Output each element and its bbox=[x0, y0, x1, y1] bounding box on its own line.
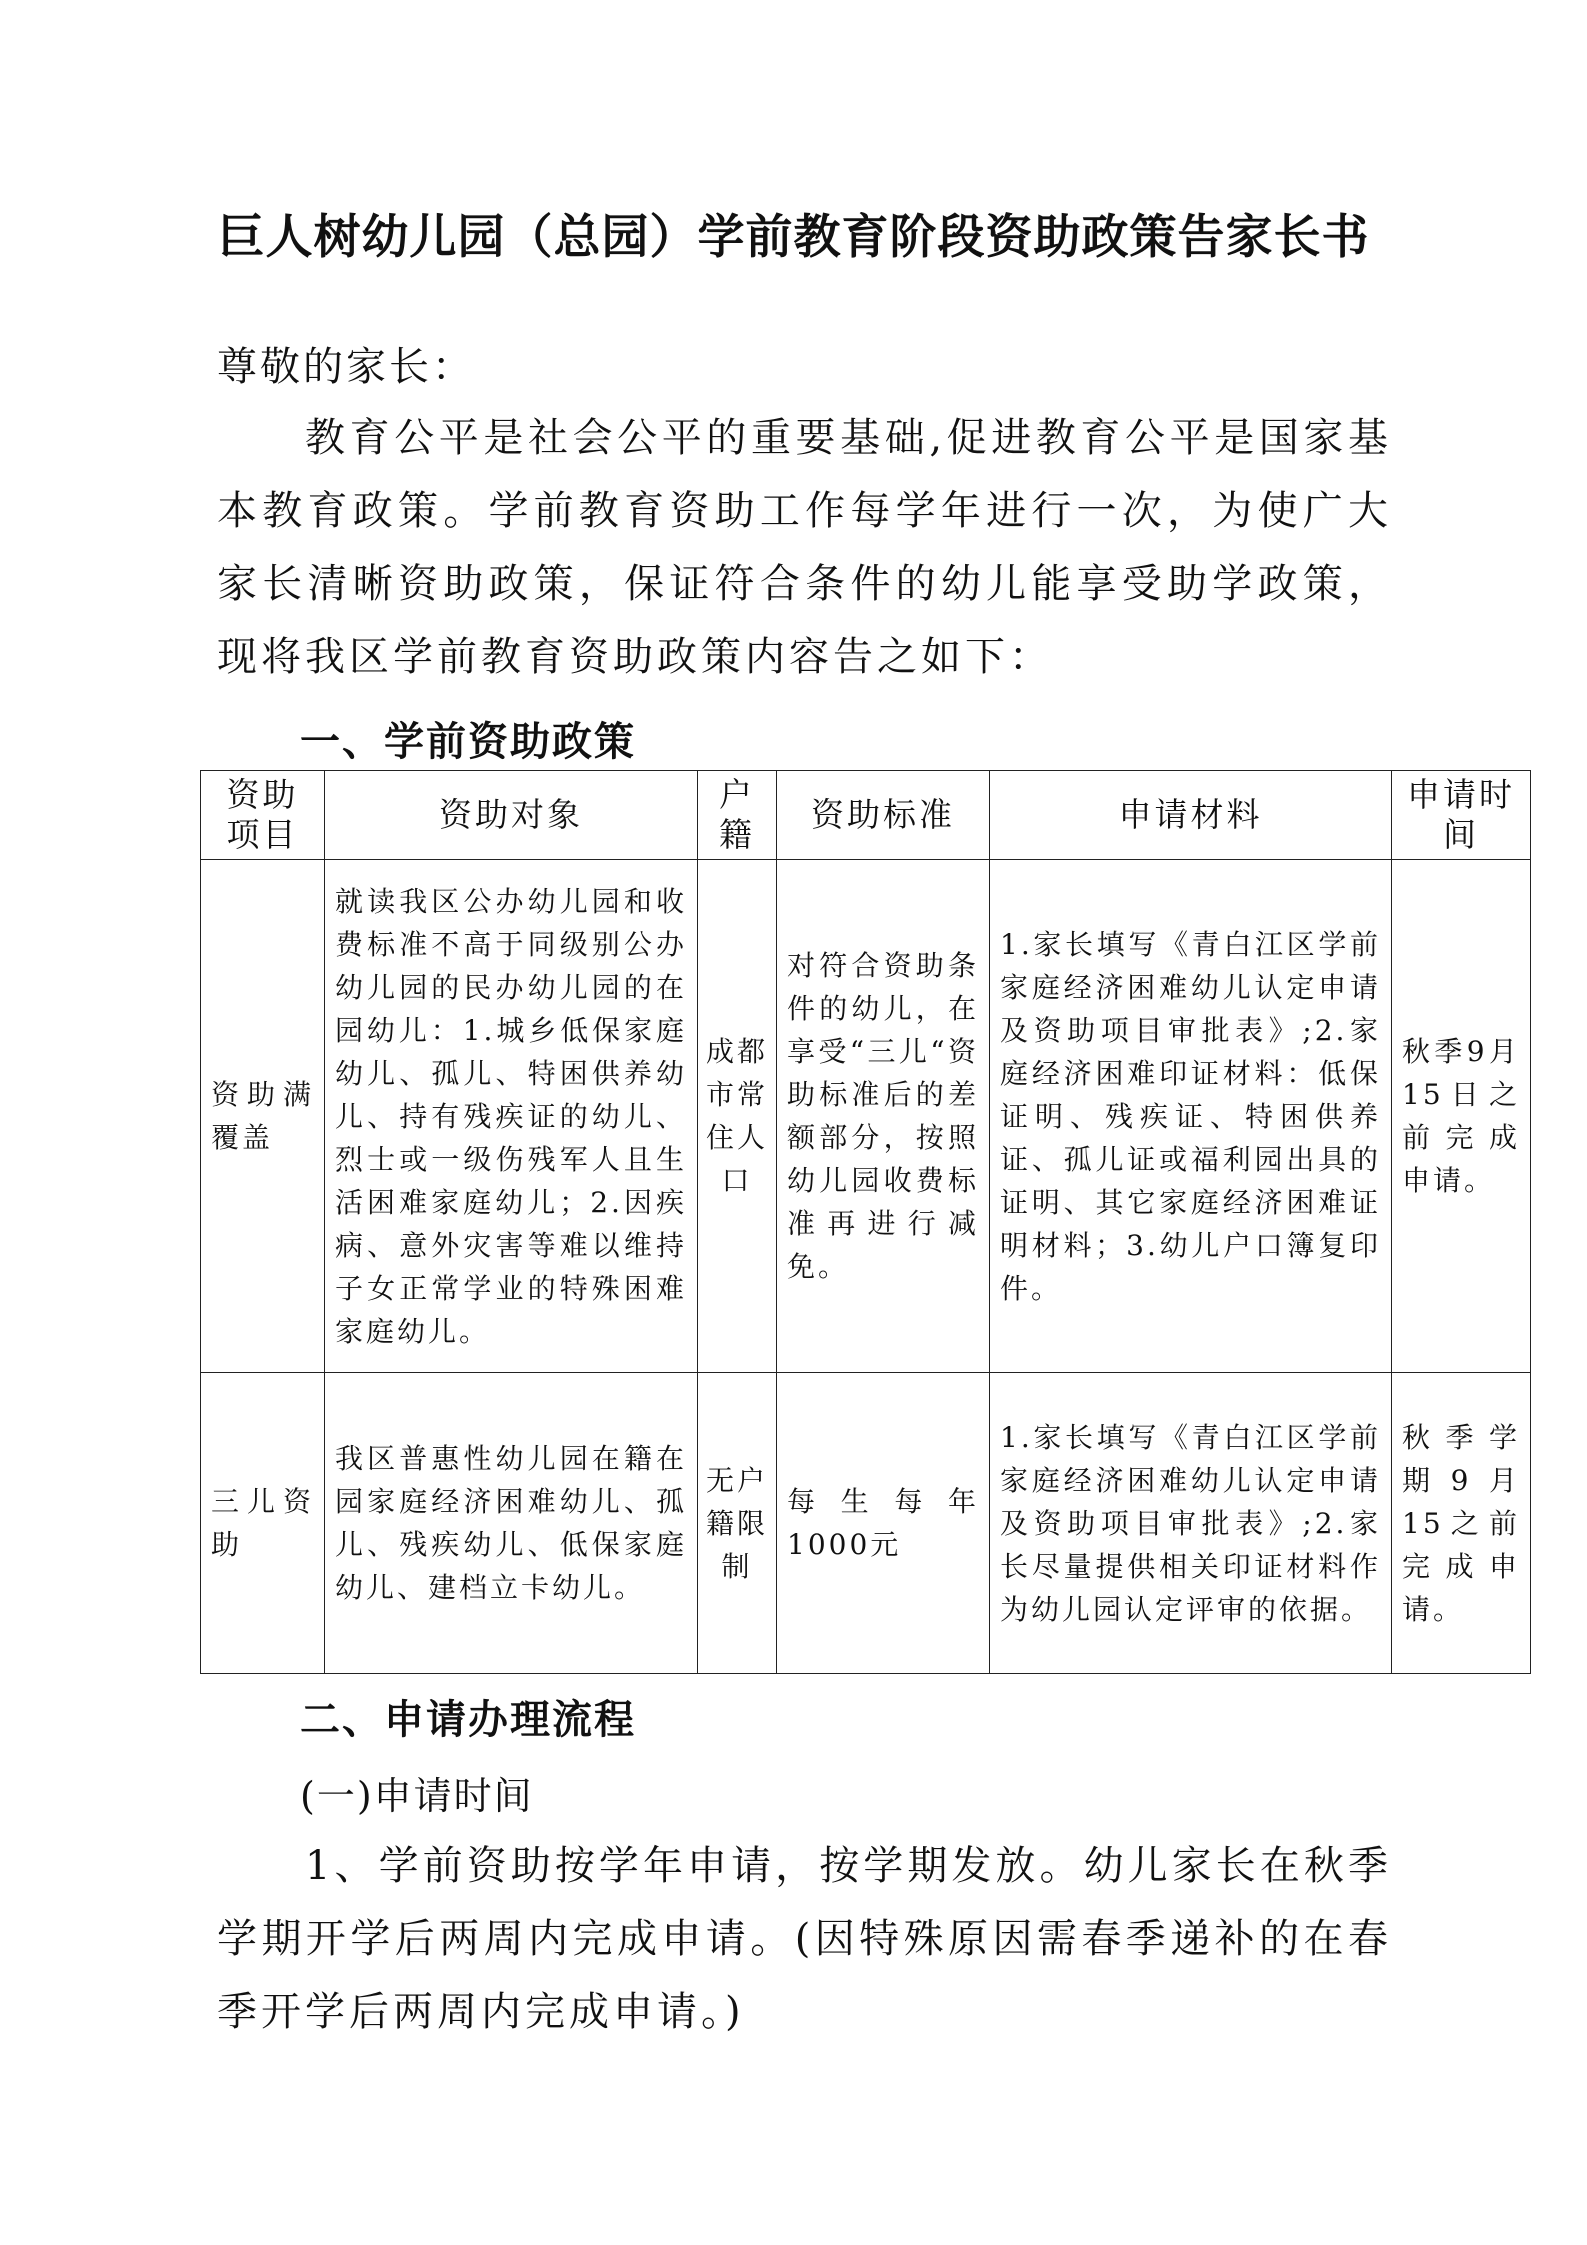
cell-standard: 对符合资助条件的幼儿，在享受“三儿“资助标准后的差额部分，按照幼儿园收费标准再进行减免。 bbox=[777, 860, 990, 1373]
cell-target: 就读我区公办幼儿园和收费标准不高于同级别公办幼儿园的民办幼儿园的在园幼儿：1.城乡低保家庭幼儿、孤儿、特困供养幼儿、持有残疾证的幼儿、烈士或一级伤残军人且生活困难家庭幼儿；2.因疾病、意外灾害等难以维持子女正常学业的特殊困难家庭幼儿。 bbox=[325, 860, 698, 1373]
table-row bbox=[201, 860, 1531, 1373]
header-standard: 资助标准 bbox=[777, 771, 990, 860]
section-heading-policy: 一、学前资助政策 bbox=[300, 719, 636, 765]
salutation: 尊敬的家长： bbox=[217, 344, 475, 390]
cell-time: 秋季学期9月15之前完成申请。 bbox=[1392, 1373, 1531, 1674]
table-header-row bbox=[201, 771, 1531, 860]
table-row bbox=[201, 1373, 1531, 1674]
header-target: 资助对象 bbox=[325, 771, 698, 860]
cell-hukou: 无户籍限制 bbox=[698, 1373, 777, 1674]
section-heading-process: 二、申请办理流程 bbox=[300, 1697, 636, 1743]
application-time-paragraph: 1、学前资助按学年申请，按学期发放。幼儿家长在秋季学期开学后两周内完成申请。(因特殊原因需春季递补的在春季开学后两周内完成申请。) bbox=[217, 1843, 1392, 2035]
cell-item: 资助满覆盖 bbox=[201, 860, 325, 1373]
subsection-heading-time: (一)申请时间 bbox=[300, 1774, 534, 1818]
cell-item: 三儿资助 bbox=[201, 1373, 325, 1674]
intro-paragraph: 教育公平是社会公平的重要基础,促进教育公平是国家基本教育政策。学前教育资助工作每学年进行一次，为使广大家长清晰资助政策，保证符合条件的幼儿能享受助学政策，现将我区学前教育资助政策内容告之如下： bbox=[217, 415, 1392, 680]
cell-target: 我区普惠性幼儿园在籍在园家庭经济困难幼儿、孤儿、残疾幼儿、低保家庭幼儿、建档立卡幼儿。 bbox=[325, 1373, 698, 1674]
page-title: 巨人树幼儿园（总园）学前教育阶段资助政策告家长书 bbox=[217, 210, 1370, 265]
cell-materials: 1.家长填写《青白江区学前家庭经济困难幼儿认定申请及资助项目审批表》;2.家庭经济困难印证材料：低保证明、残疾证、特困供养证、孤儿证或福利园出具的证明、其它家庭经济困难证明材料；3.幼儿户口簿复印件。 bbox=[990, 860, 1392, 1373]
header-item: 资助项目 bbox=[201, 771, 325, 860]
header-time: 申请时间 bbox=[1392, 771, 1531, 860]
header-materials: 申请材料 bbox=[990, 771, 1392, 860]
cell-materials: 1.家长填写《青白江区学前家庭经济困难幼儿认定申请及资助项目审批表》;2.家长尽量提供相关印证材料作为幼儿园认定评审的依据。 bbox=[990, 1373, 1392, 1674]
cell-time: 秋季9月15日之前完成申请。 bbox=[1392, 860, 1531, 1373]
cell-standard: 每生每年1000元 bbox=[777, 1373, 990, 1674]
cell-hukou: 成都市常住人口 bbox=[698, 860, 777, 1373]
policy-table bbox=[200, 770, 1531, 1674]
header-hukou: 户籍 bbox=[698, 771, 777, 860]
